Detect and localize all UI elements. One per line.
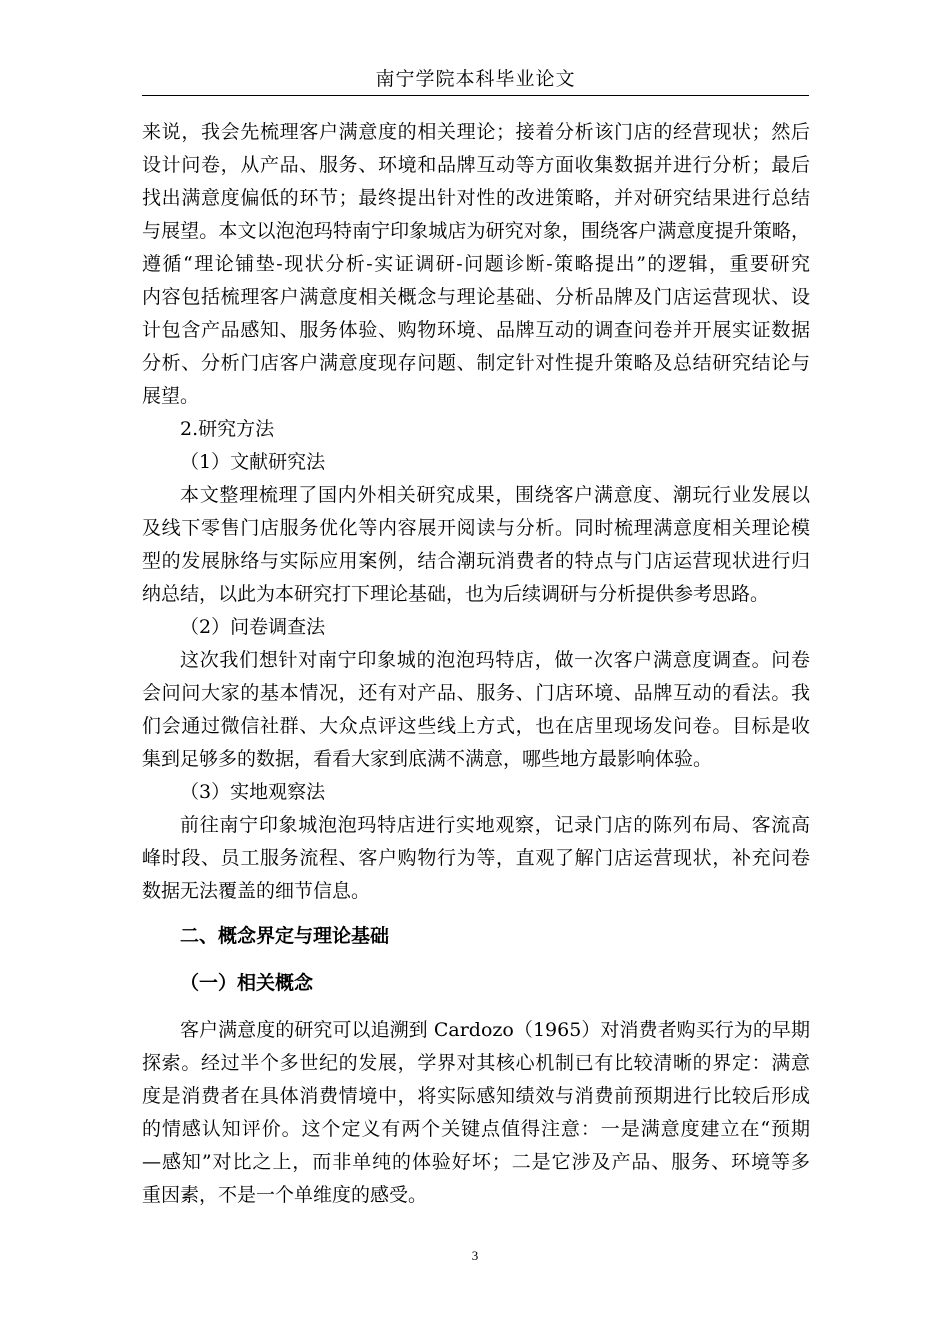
- text-line: —感知”对比之上，而非单纯的体验好坏；二是它涉及产品、服务、环境等多: [142, 1151, 810, 1173]
- paragraph-survey-method: [142, 644, 810, 776]
- section-two-heading: 二、概念界定与理论基础: [180, 925, 390, 947]
- text-line: 前往南宁印象城泡泡玛特店进行实地观察，记录门店的陈列布局、客流高: [180, 814, 810, 836]
- text-line: 数据无法覆盖的细节信息。: [142, 880, 371, 902]
- subsection-one-heading: （一）相关概念: [180, 972, 314, 994]
- text-line: 探索。经过半个多世纪的发展，学界对其核心机制已有比较清晰的界定：满意: [142, 1052, 810, 1074]
- text-line: 这次我们想针对南宁印象城的泡泡玛特店，做一次客户满意度调查。问卷: [180, 649, 810, 671]
- heading-field-method: （3）实地观察法: [180, 781, 326, 803]
- text-line: 度是消费者在具体消费情境中，将实际感知绩效与消费前预期进行比较后形成: [142, 1085, 810, 1107]
- text-line: 分析、分析门店客户满意度现存问题、制定针对性提升策略及总结研究结论与: [142, 352, 810, 374]
- page-number: 3: [471, 1248, 479, 1263]
- paragraph-field-method: [142, 809, 810, 908]
- text-line: 客户满意度的研究可以追溯到 Cardozo（1965）对消费者购买行为的早期: [180, 1019, 810, 1041]
- running-header-title: 南宁学院本科毕业论文: [375, 68, 576, 90]
- paragraph-research-content: [142, 116, 810, 413]
- text-line: 内容包括梳理客户满意度相关概念与理论基础、分析品牌及门店运营现状、设: [142, 286, 810, 308]
- spacer: [142, 908, 810, 920]
- text-line: 们会通过微信社群、大众点评这些线上方式，也在店里现场发问卷。目标是收: [142, 715, 810, 737]
- text-line: 会问问大家的基本情况，还有对产品、服务、门店环境、品牌互动的看法。我: [142, 682, 810, 704]
- text-line: 计包含产品感知、服务体验、购物环境、品牌互动的调查问卷并开展实证数据: [142, 319, 810, 341]
- text-line: 本文整理梳理了国内外相关研究成果，围绕客户满意度、潮玩行业发展以: [180, 484, 810, 506]
- text-line: 集到足够多的数据，看看大家到底满不满意，哪些地方最影响体验。: [142, 748, 713, 770]
- text-line: 的情感认知评价。这个定义有两个关键点值得注意：一是满意度建立在“预期: [142, 1118, 810, 1140]
- spacer: [142, 953, 810, 967]
- paragraph-concepts: [142, 1014, 810, 1212]
- text-line: 遵循“理论铺垫-现状分析-实证调研-问题诊断-策略提出”的逻辑，重要研究: [142, 253, 810, 275]
- header-divider: [142, 95, 809, 96]
- paragraph-literature-method: [142, 479, 810, 611]
- text-line: 设计问卷，从产品、服务、环境和品牌互动等方面收集数据并进行分析；最后: [142, 154, 810, 176]
- text-line: 型的发展脉络与实际应用案例，结合潮玩消费者的特点与门店运营现状进行归: [142, 550, 810, 572]
- page-body: [142, 116, 810, 1212]
- text-line: 峰时段、员工服务流程、客户购物行为等，直观了解门店运营现状，补充问卷: [142, 847, 810, 869]
- text-line: 来说，我会先梳理客户满意度的相关理论；接着分析该门店的经营现状；然后: [142, 121, 810, 143]
- text-line: 与展望。本文以泡泡玛特南宁印象城店为研究对象，围绕客户满意度提升策略，: [142, 220, 810, 242]
- heading-literature-method: （1）文献研究法: [180, 451, 326, 473]
- text-line: 找出满意度偏低的环节；最终提出针对性的改进策略，并对研究结果进行总结: [142, 187, 810, 209]
- spacer: [142, 1000, 810, 1014]
- heading-survey-method: （2）问卷调查法: [180, 616, 326, 638]
- text-line: 展望。: [142, 385, 200, 407]
- heading-research-methods: 2.研究方法: [180, 418, 275, 440]
- text-line: 重因素，不是一个单维度的感受。: [142, 1184, 428, 1206]
- text-line: 及线下零售门店服务优化等内容展开阅读与分析。同时梳理满意度相关理论模: [142, 517, 810, 539]
- text-line: 纳总结，以此为本研究打下理论基础，也为后续调研与分析提供参考思路。: [142, 583, 770, 605]
